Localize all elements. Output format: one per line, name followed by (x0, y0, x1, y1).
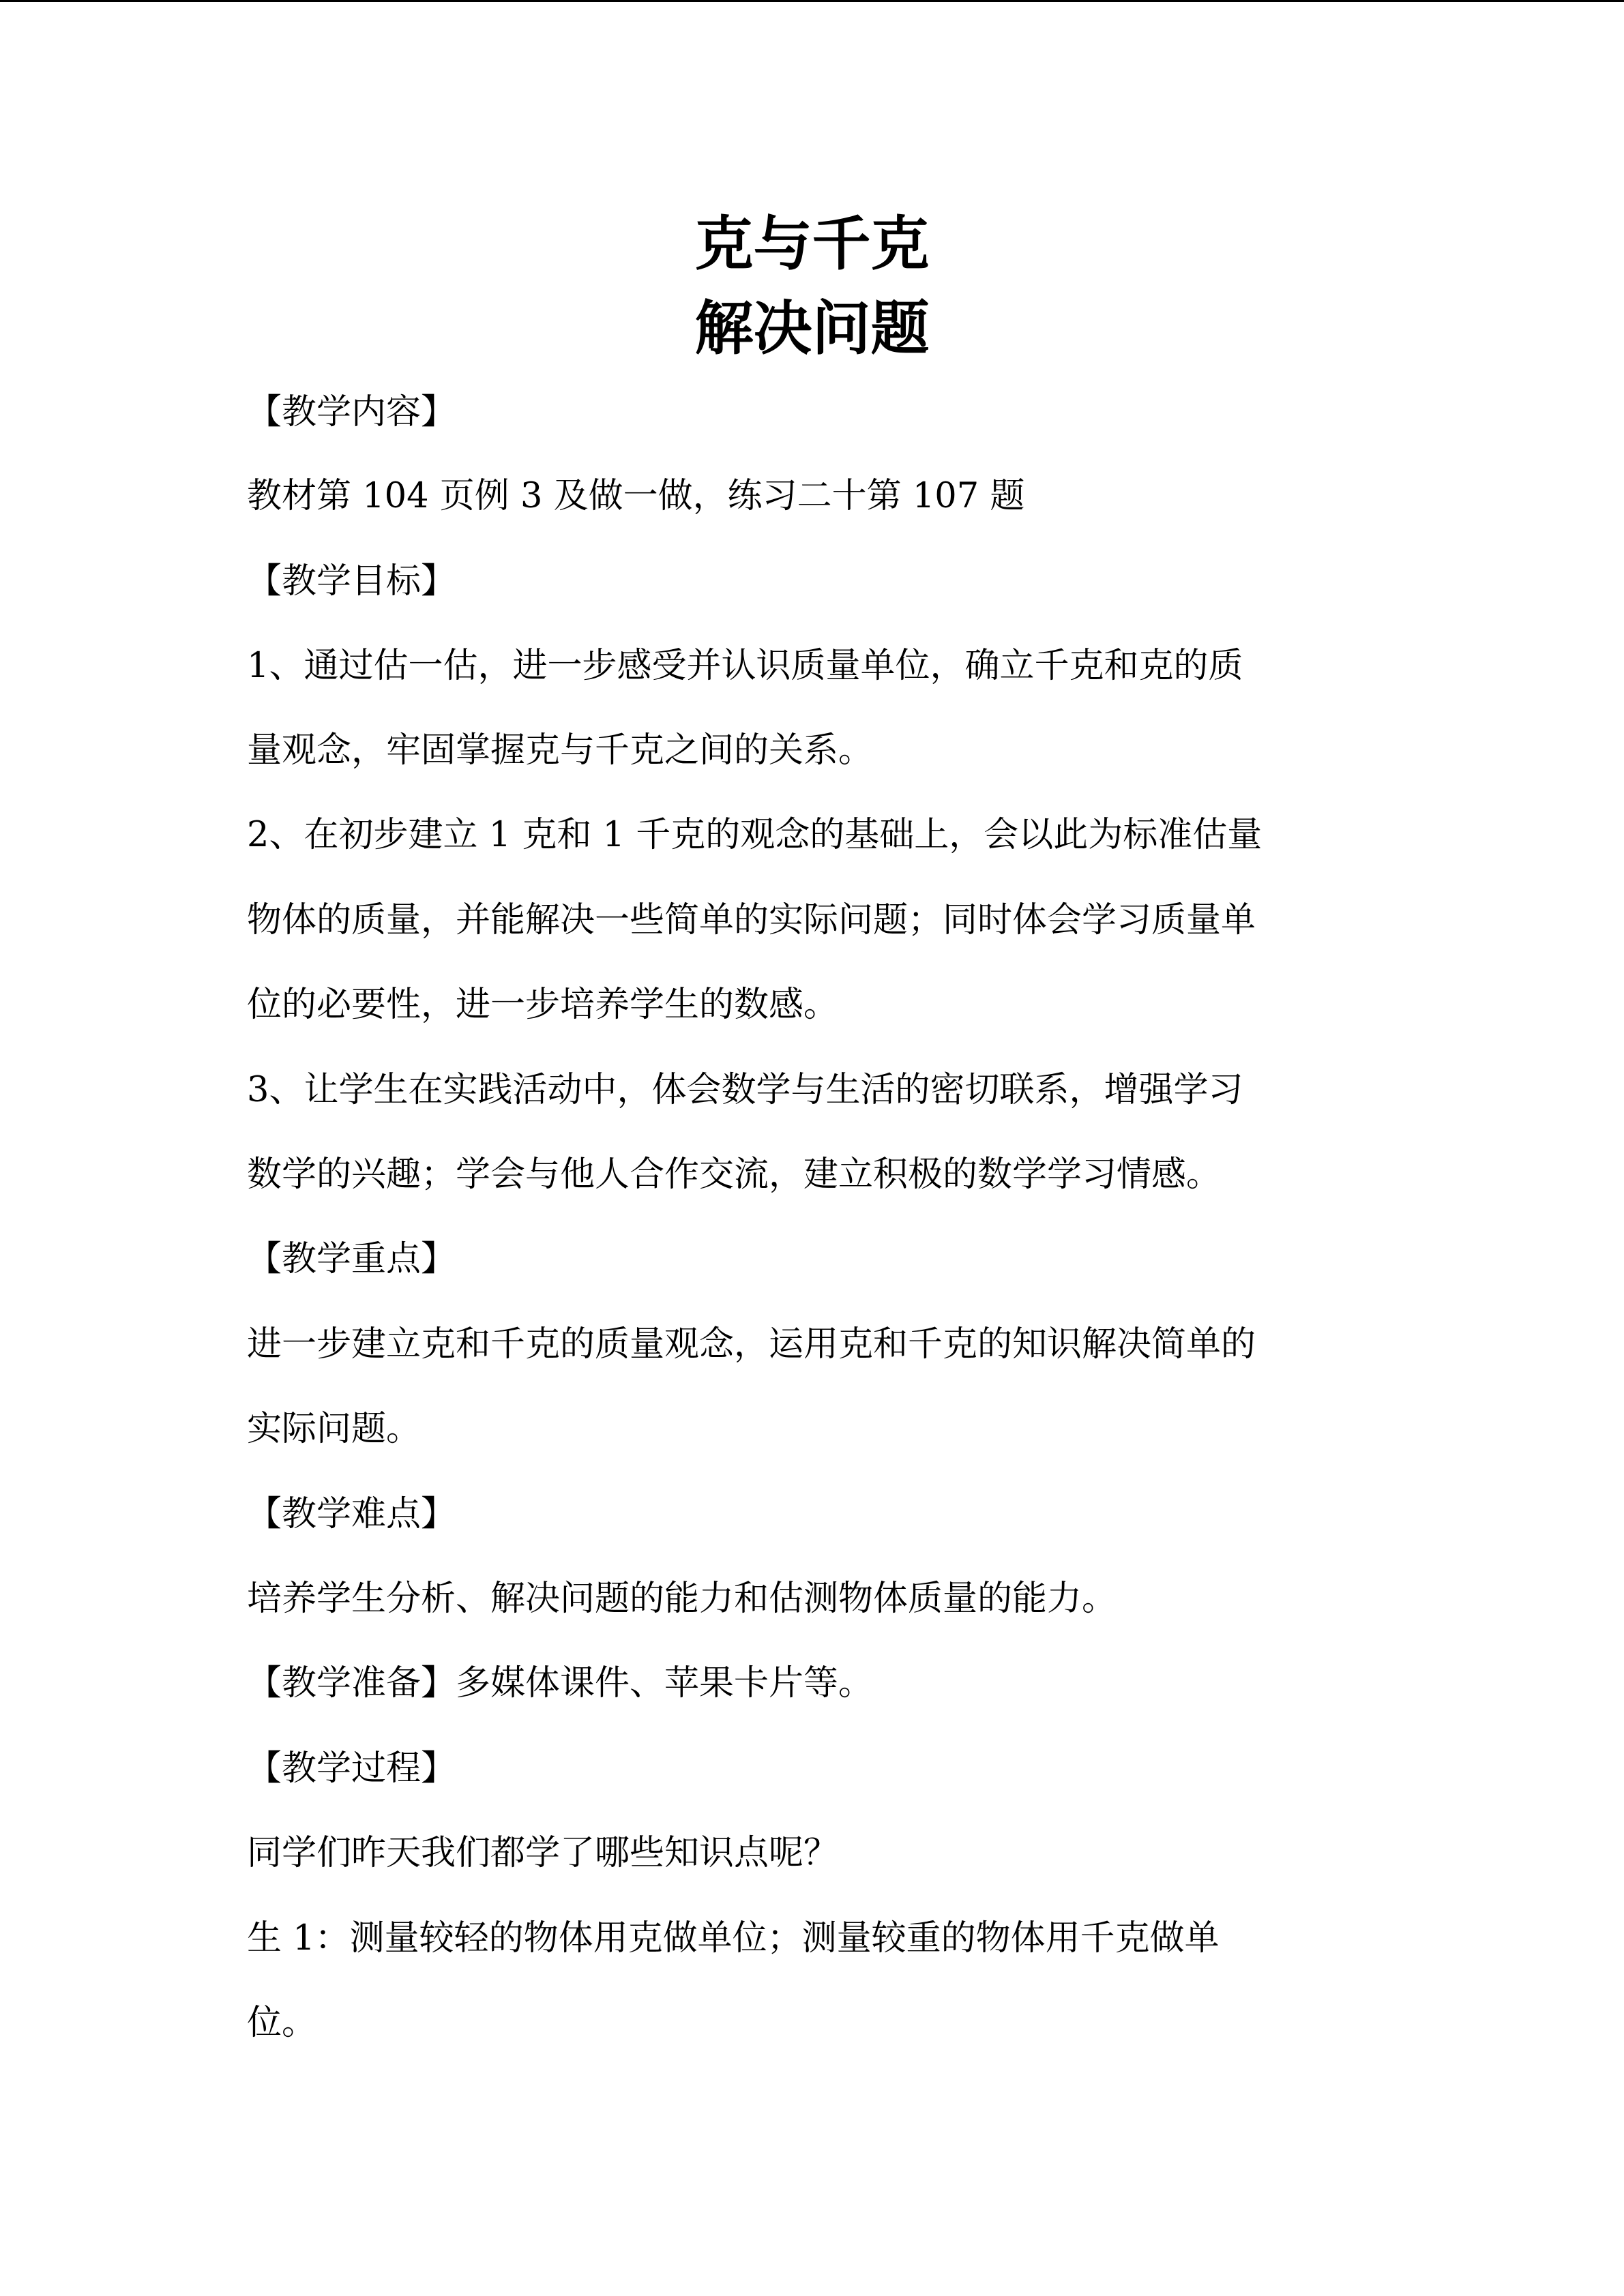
section-heading-difficulties: 【教学难点】 (247, 1494, 456, 1534)
paragraph-line: 同学们昨天我们都学了哪些知识点呢？ (247, 1833, 839, 1873)
document-title: 克与千克 (694, 210, 930, 278)
paragraph-line: 1、通过估一估，进一步感受并认识质量单位，确立千克和克的质 (247, 646, 1243, 686)
paragraph-line: 位。 (247, 2003, 317, 2043)
section-heading-process: 【教学过程】 (247, 1748, 456, 1789)
paragraph-line: 数学的兴趣；学会与他人合作交流，建立积极的数学学习情感。 (247, 1154, 1222, 1195)
paragraph-line: 2、在初步建立 1 克和 1 千克的观念的基础上，会以此为标准估量 (247, 815, 1263, 855)
paragraph-line: 进一步建立克和千克的质量观念，运用克和千克的知识解决简单的 (247, 1324, 1256, 1365)
paragraph-line: 物体的质量，并能解决一些简单的实际问题；同时体会学习质量单 (247, 900, 1256, 940)
paragraph-line: 实际问题。 (247, 1409, 422, 1449)
section-heading-key-points: 【教学重点】 (247, 1239, 456, 1279)
document-subtitle: 解决问题 (694, 295, 930, 363)
paragraph-line: 位的必要性，进一步培养学生的数感。 (247, 985, 839, 1025)
paragraph-line: 3、让学生在实践活动中，体会数学与生活的密切联系，增强学习 (247, 1070, 1243, 1110)
paragraph-line: 教材第 104 页例 3 及做一做，练习二十第 107 题 (247, 476, 1025, 516)
paragraph-line: 量观念，牢固掌握克与千克之间的关系。 (247, 730, 874, 771)
paragraph-line: 生 1：测量较轻的物体用克做单位；测量较重的物体用千克做单 (247, 1918, 1220, 1958)
section-heading-content: 【教学内容】 (247, 392, 456, 432)
paragraph-line: 培养学生分析、解决问题的能力和估测物体质量的能力。 (247, 1579, 1117, 1619)
section-heading-preparation: 【教学准备】多媒体课件、苹果卡片等。 (247, 1663, 874, 1703)
section-heading-objectives: 【教学目标】 (247, 561, 456, 601)
